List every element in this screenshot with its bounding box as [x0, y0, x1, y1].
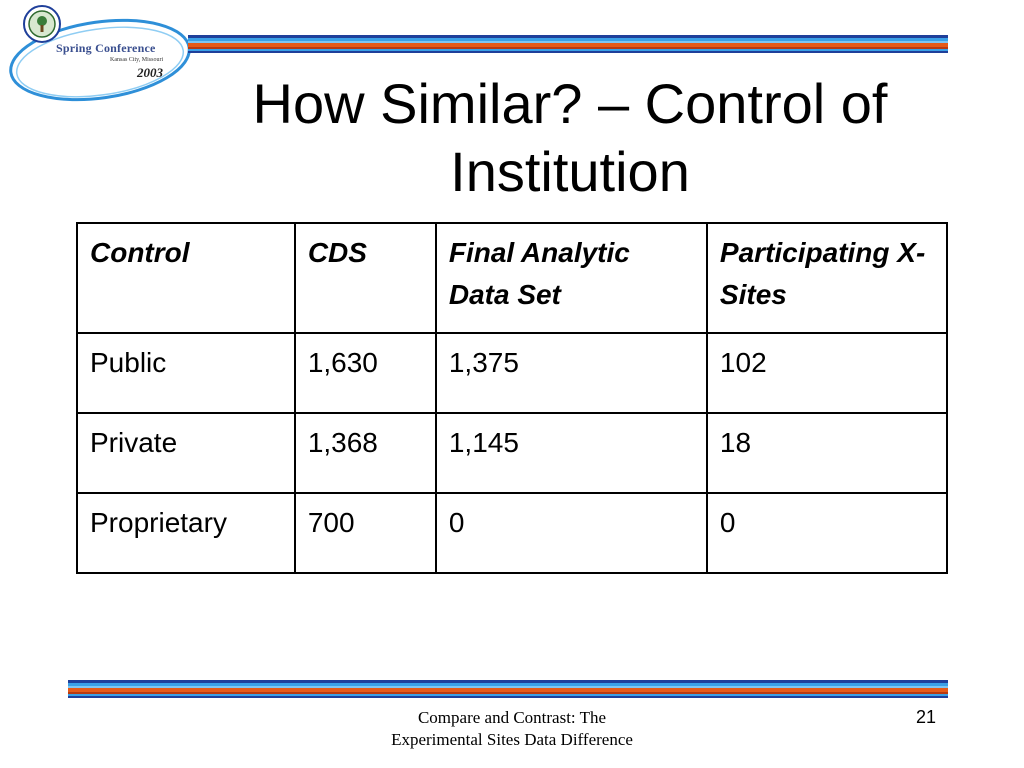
logo-year: 2003: [137, 65, 163, 80]
conference-logo: [0, 0, 200, 110]
table-header-row: [77, 223, 947, 333]
control-of-institution-table: [76, 222, 948, 574]
table-row: [77, 333, 947, 413]
header-cds: CDS: [295, 223, 436, 333]
table-row: [77, 493, 947, 573]
page-number: 21: [915, 707, 936, 727]
bottom-stripe-bar: [68, 680, 948, 698]
cell-control: Public: [77, 333, 295, 413]
cell-final-analytic: 0: [436, 493, 707, 573]
cell-participating: 102: [707, 333, 947, 413]
logo-location: Kansas City, Missouri: [110, 57, 164, 63]
header-final-analytic-data-set: Final Analytic Data Set: [436, 223, 707, 333]
cell-final-analytic: 1,375: [436, 333, 707, 413]
table-row: [77, 413, 947, 493]
slide-title: How Similar? – Control of Institution: [252, 72, 888, 203]
cell-cds: 700: [295, 493, 436, 573]
cell-cds: 1,368: [295, 413, 436, 493]
logo-conference-name: Spring Conference: [56, 41, 156, 55]
cell-participating: 0: [707, 493, 947, 573]
cell-participating: 18: [707, 413, 947, 493]
cell-cds: 1,630: [295, 333, 436, 413]
header-control: Control: [77, 223, 295, 333]
cell-final-analytic: 1,145: [436, 413, 707, 493]
header-participating-x-sites: Participating X-Sites: [707, 223, 947, 333]
cell-control: Proprietary: [77, 493, 295, 573]
footer-caption: Compare and Contrast: The Experimental Sites Data Difference: [391, 708, 633, 749]
cell-control: Private: [77, 413, 295, 493]
top-stripe-bar: [188, 35, 948, 53]
